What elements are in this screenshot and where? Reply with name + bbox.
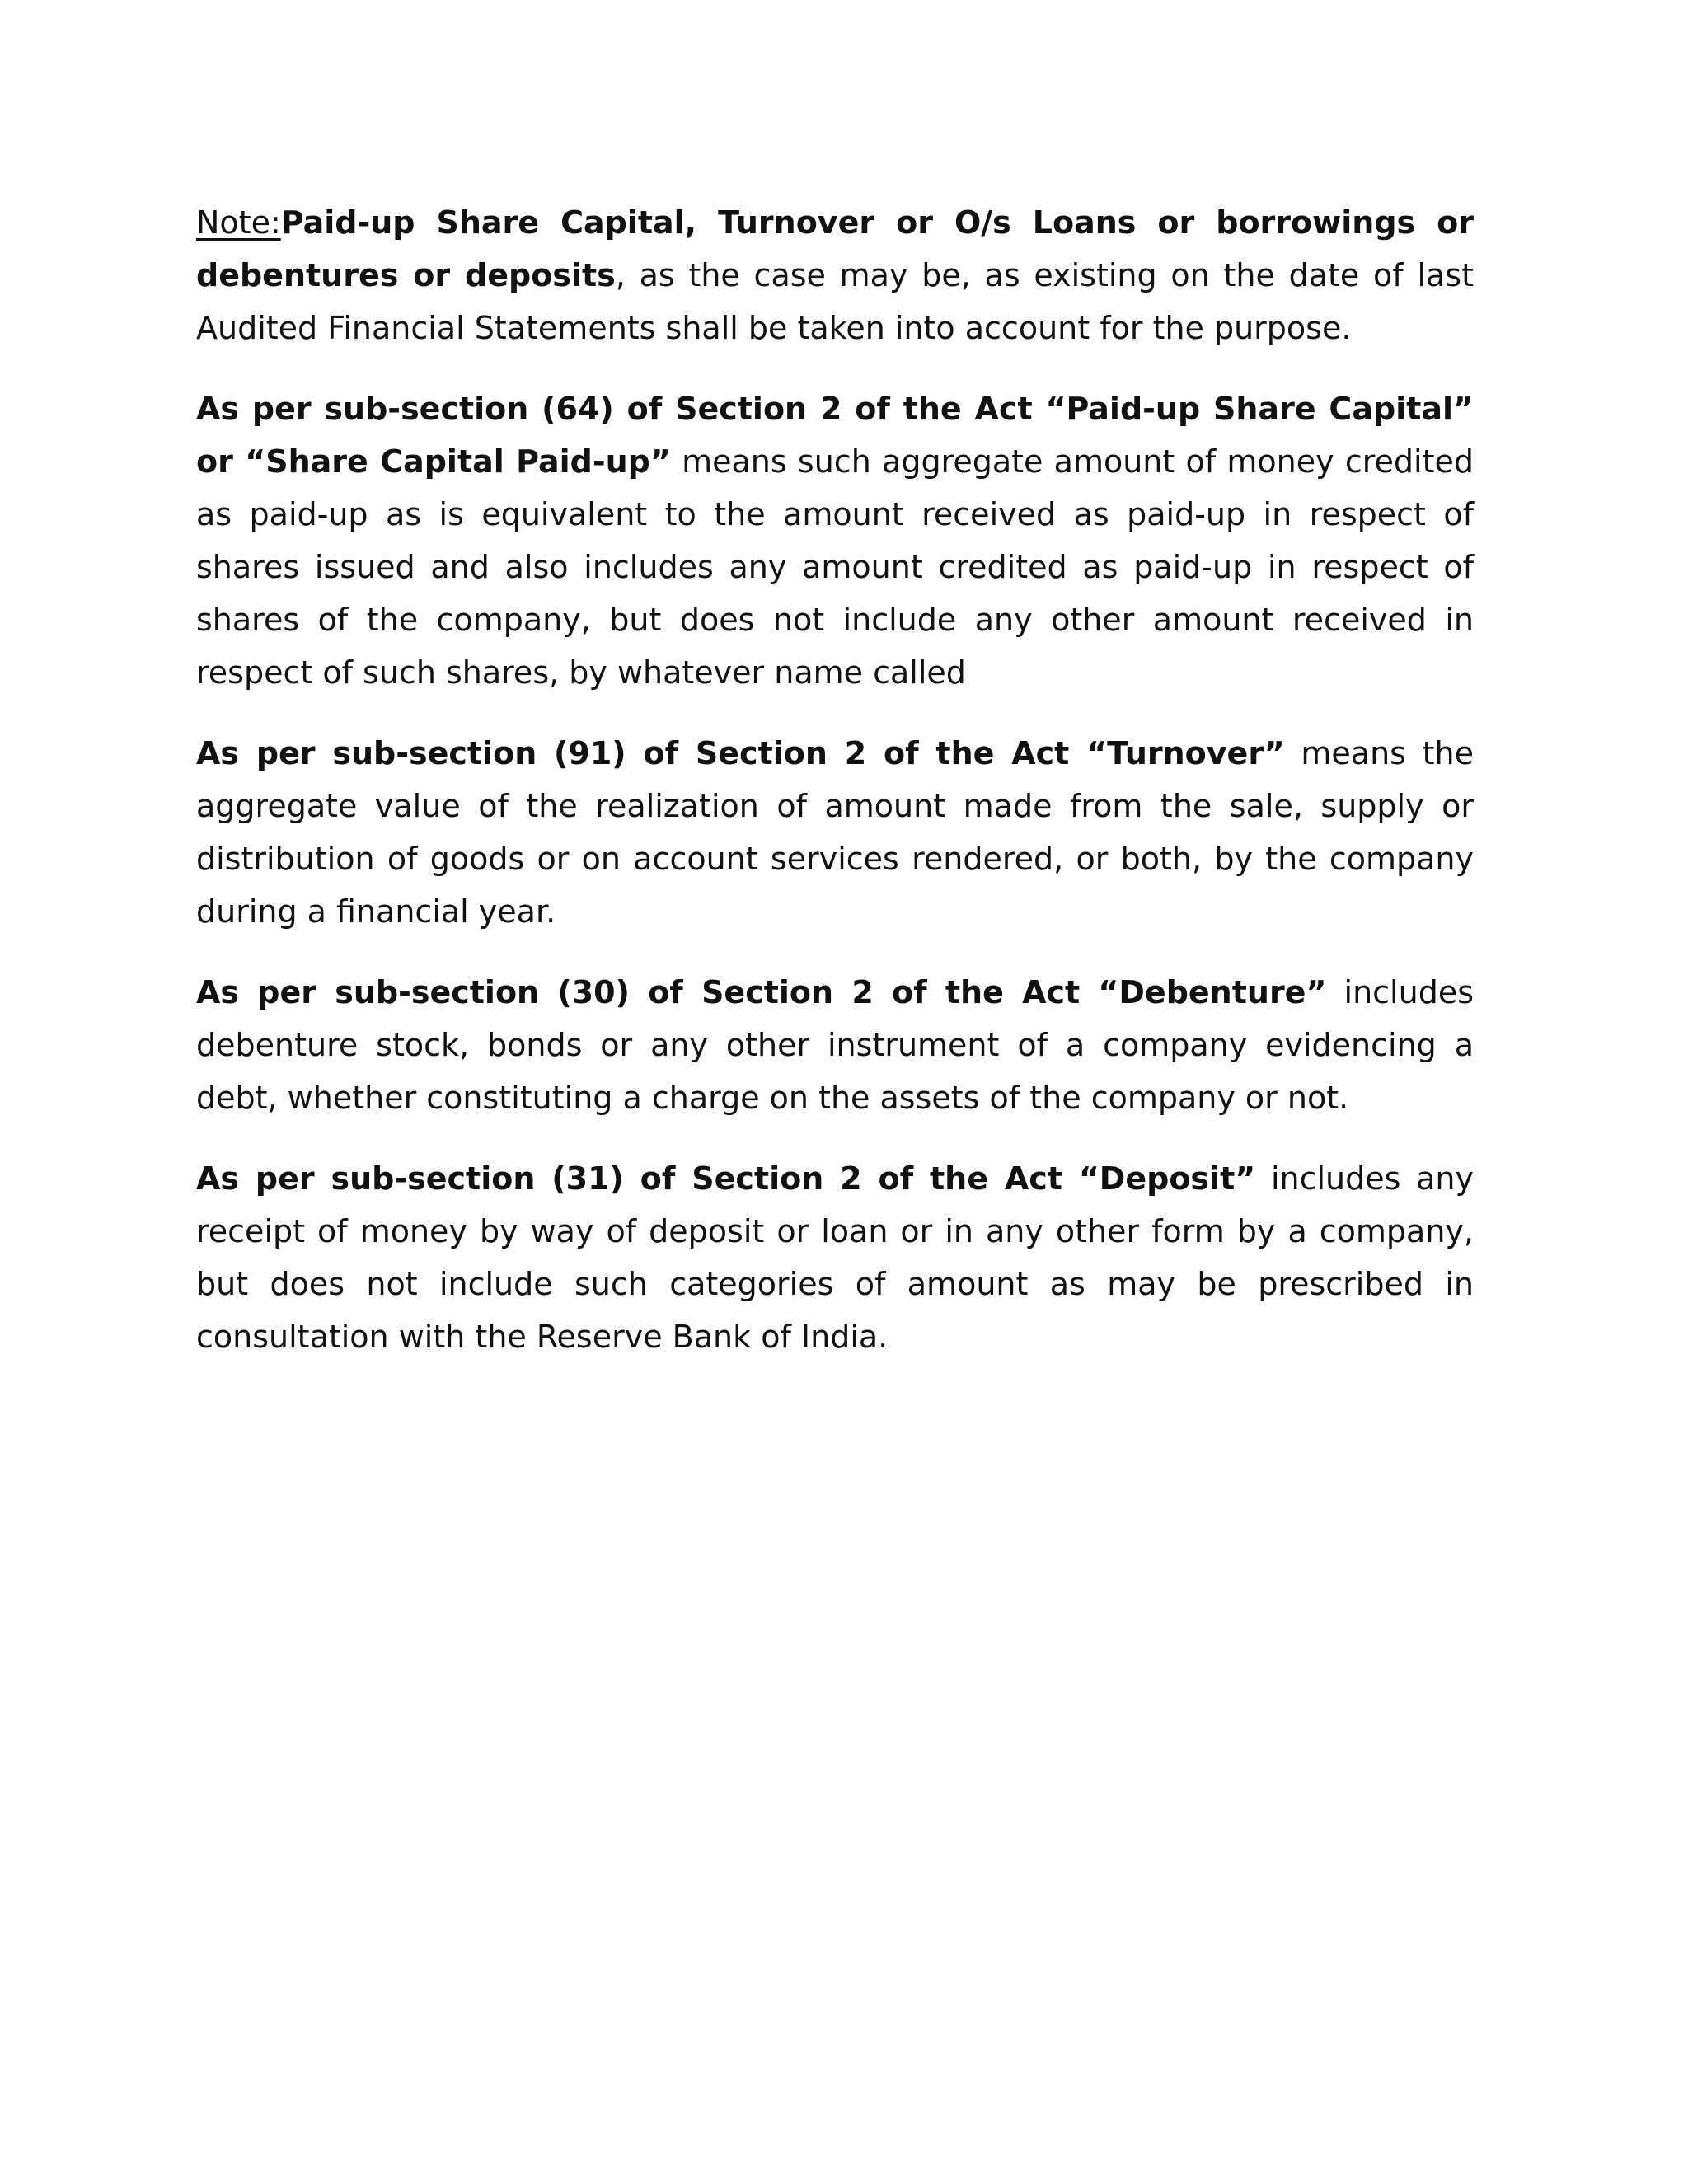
- definition-heading: As per sub-section (64) of Section 2 of the Act “Paid-up Share Capital” or “Share Capital Paid-up”: [196, 391, 1474, 480]
- note-bold-text: Paid-up Share Capital, Turnover or O/s Loans or borrowings or debentures or deposits: [196, 204, 1474, 293]
- definition-heading: As per sub-section (31) of Section 2 of the Act “Deposit”: [196, 1160, 1256, 1197]
- definition-paragraph-paid-up-share-capital: [196, 382, 1474, 699]
- note-text: , as the case may be, as existing on the date of last Audited Financial Statements shall be taken into account for the purpose.: [196, 257, 1474, 346]
- note-paragraph: [196, 196, 1474, 354]
- definition-text: means such aggregate amount of money credited as paid-up as is equivalent to the amount received as paid-up in respect of shares issued and also includes any amount credited as paid-up in respect of shares of the company, but does not include any other amount received in respect of such shares, by whatever name called: [196, 443, 1474, 691]
- definition-text: includes any receipt of money by way of deposit or loan or in any other form by a company, but does not include such categories of amount as may be prescribed in consultation with the Reserve Bank of India.: [196, 1160, 1474, 1355]
- definition-text: means the aggregate value of the realization of amount made from the sale, supply or distribution of goods or on account services rendered, or both, by the company during a financial year.: [196, 735, 1474, 930]
- definition-paragraph-turnover: [196, 727, 1474, 938]
- document-body: [196, 196, 1474, 1391]
- note-label: Note:: [196, 204, 281, 241]
- definition-heading: As per sub-section (30) of Section 2 of the Act “Debenture”: [196, 974, 1327, 1010]
- definition-text: includes debenture stock, bonds or any other instrument of a company evidencing a debt, whether constituting a charge on the assets of the company or not.: [196, 974, 1474, 1116]
- definition-heading: As per sub-section (91) of Section 2 of the Act “Turnover”: [196, 735, 1285, 771]
- definition-paragraph-debenture: [196, 966, 1474, 1124]
- definition-paragraph-deposit: [196, 1152, 1474, 1363]
